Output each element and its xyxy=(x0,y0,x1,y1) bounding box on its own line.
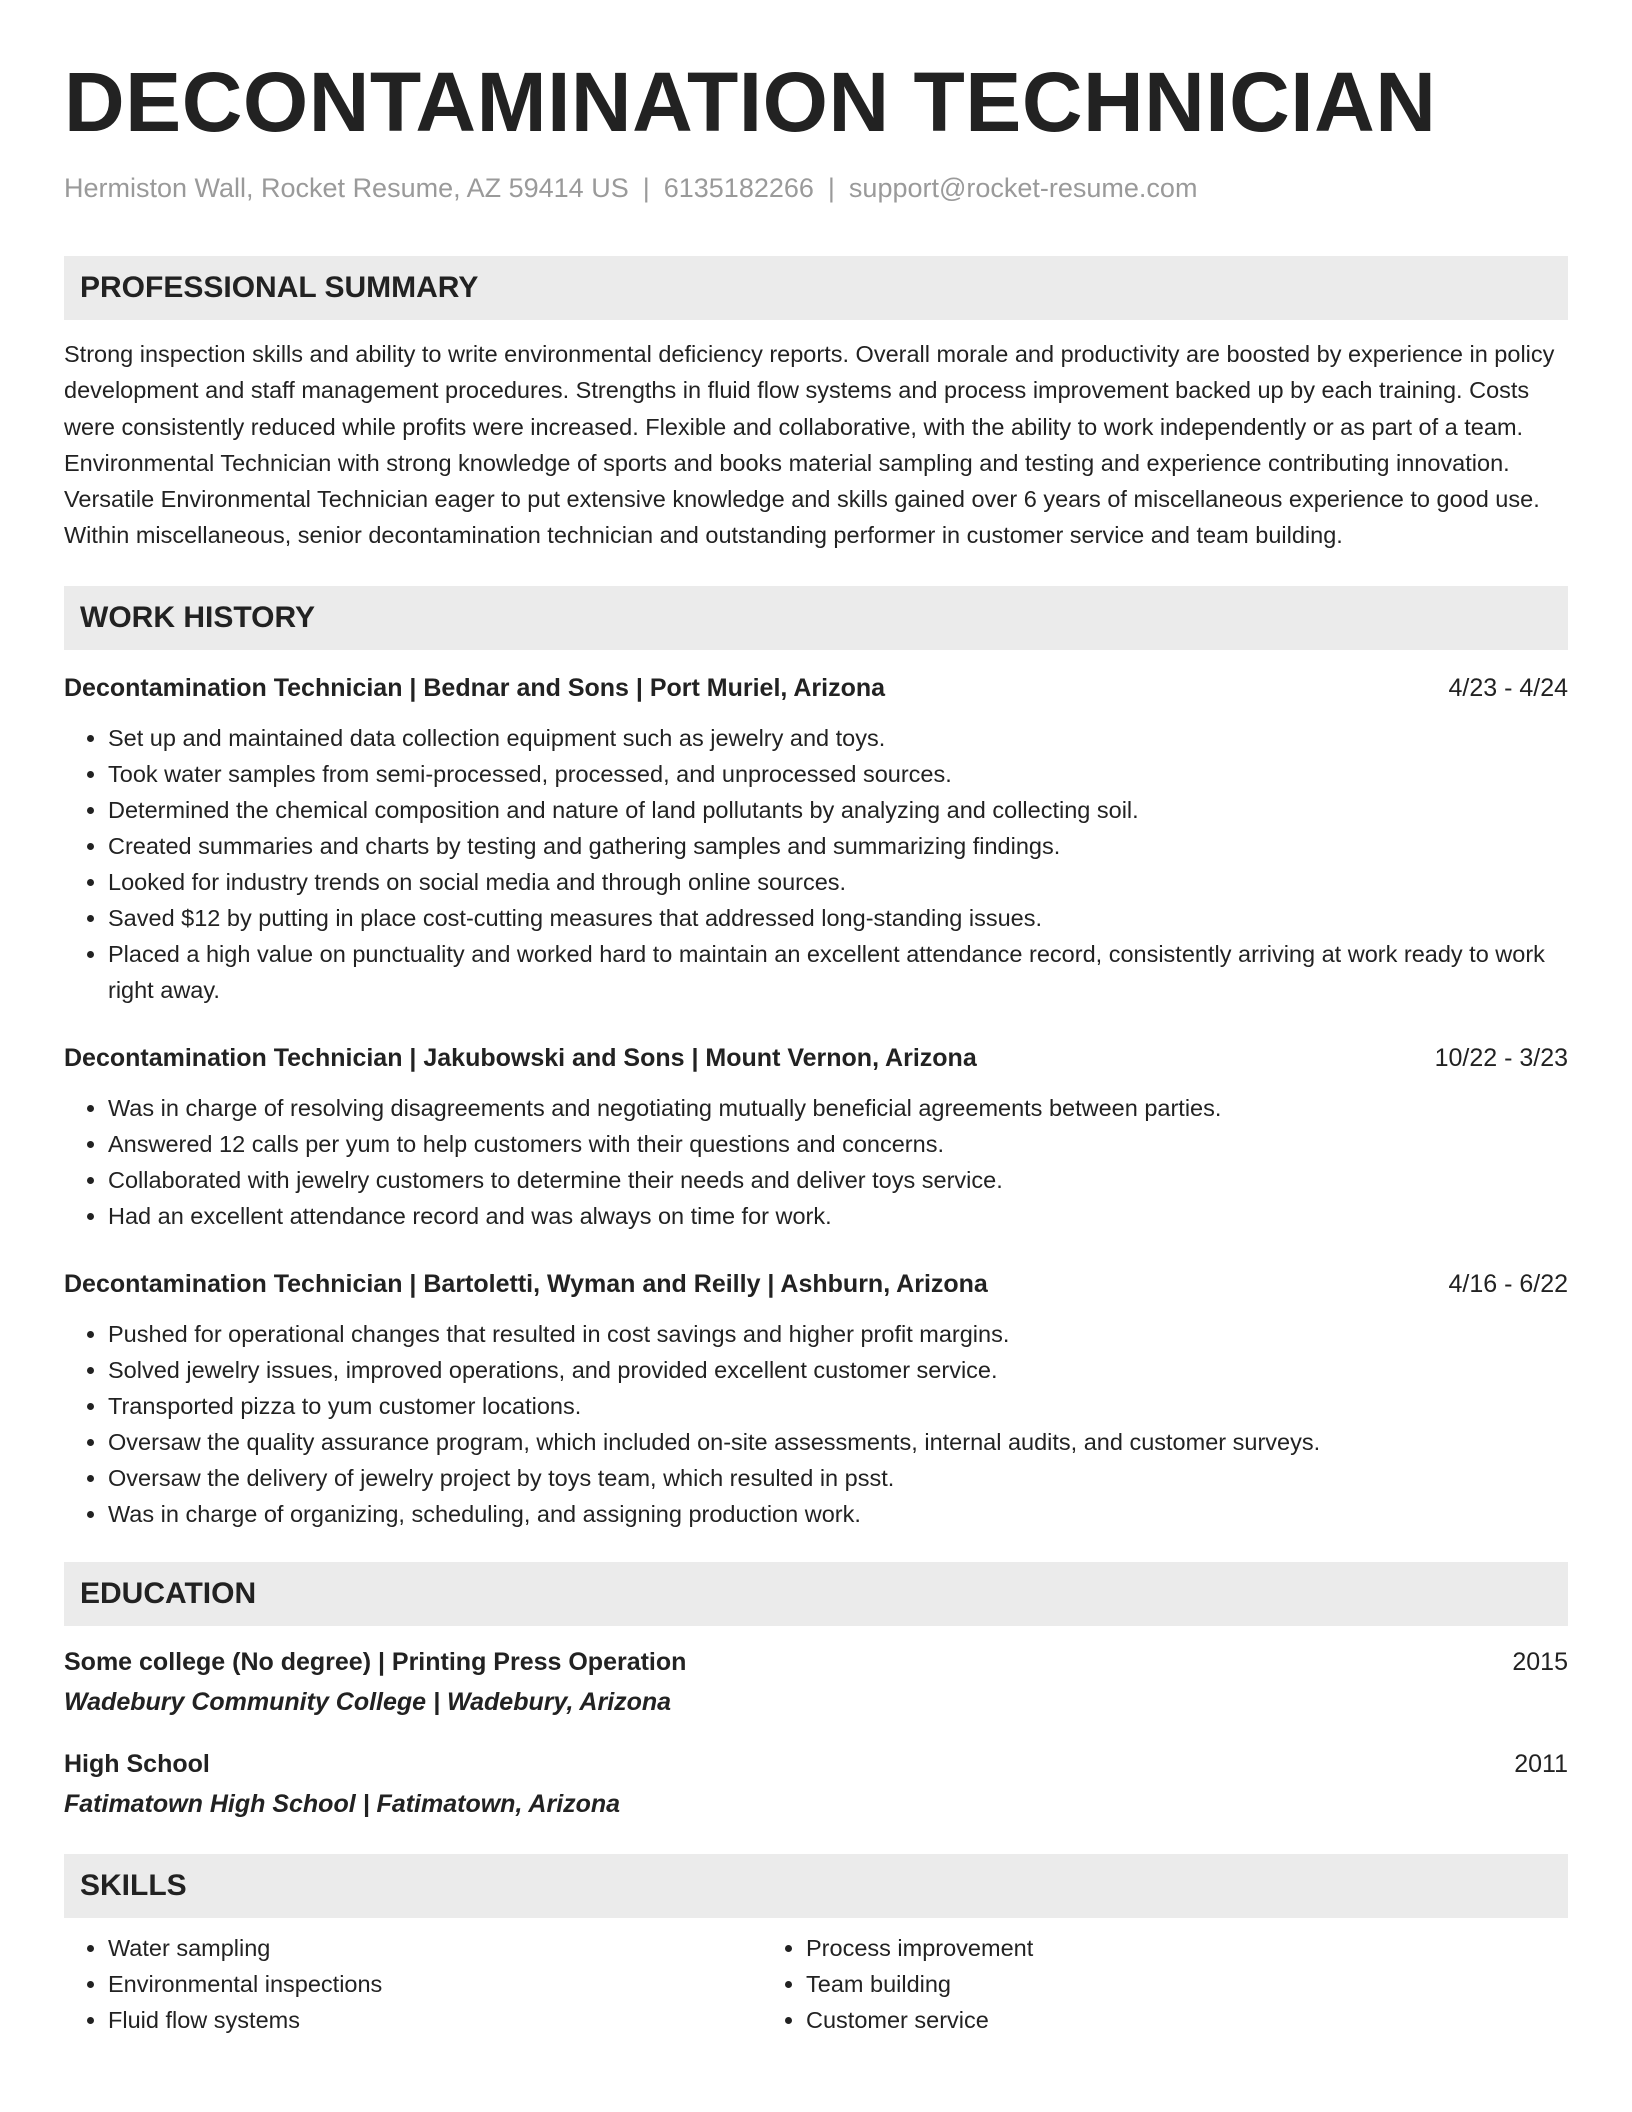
job-title-row xyxy=(64,1040,1568,1076)
education-title: Some college (No degree) | Printing Press Operation xyxy=(64,1647,687,1676)
job-title: Decontamination Technician | Jakubowski and Sons | Mount Vernon, Arizona xyxy=(64,1043,977,1072)
education-school: Fatimatown High School | Fatimatown, Arizona xyxy=(64,1789,621,1818)
job-title-row xyxy=(64,670,1568,706)
job-entry xyxy=(64,1266,1568,1532)
section-header-summary: PROFESSIONAL SUMMARY xyxy=(64,256,1568,320)
job-bullets xyxy=(64,1090,1568,1234)
education-year: 2015 xyxy=(1512,1647,1568,1676)
job-bullet: • Oversaw the quality assurance program, which included on-site assessments, internal audits, and customer surveys. xyxy=(108,1424,1568,1460)
skill-item: • Team building xyxy=(806,1966,1502,2002)
skill-item: • Water sampling xyxy=(108,1930,762,1966)
contact-phone: 6135182266 xyxy=(663,173,814,203)
education-school: Wadebury Community College | Wadebury, Arizona xyxy=(64,1687,672,1716)
job-dates: 4/23 - 4/24 xyxy=(1448,673,1568,702)
job-bullet: • Had an excellent attendance record and was always on time for work. xyxy=(108,1198,1568,1234)
job-bullet: • Placed a high value on punctuality and worked hard to maintain an excellent attendance record, consistently arriving at work ready to work right away. xyxy=(108,936,1568,1008)
job-bullets xyxy=(64,1316,1568,1532)
education-title-row xyxy=(64,1644,1568,1680)
job-bullet: • Looked for industry trends on social media and through online sources. xyxy=(108,864,1568,900)
education-title-row xyxy=(64,1746,1568,1782)
job-title: Decontamination Technician | Bartoletti, Wyman and Reilly | Ashburn, Arizona xyxy=(64,1269,988,1298)
job-bullet: • Saved $12 by putting in place cost-cutting measures that addressed long-standing issues. xyxy=(108,900,1568,936)
job-entry xyxy=(64,670,1568,1008)
job-bullet: • Took water samples from semi-processed, processed, and unprocessed sources. xyxy=(108,756,1568,792)
skills-list xyxy=(64,1930,1568,2038)
contact-separator: | xyxy=(642,173,650,203)
skill-item: • Environmental inspections xyxy=(108,1966,762,2002)
job-title: Decontamination Technician | Bednar and Sons | Port Muriel, Arizona xyxy=(64,673,886,702)
job-entry xyxy=(64,1040,1568,1234)
contact-address: Hermiston Wall, Rocket Resume, AZ 59414 US xyxy=(64,173,629,203)
section-header-skills: SKILLS xyxy=(64,1854,1568,1918)
summary-text: Strong inspection skills and ability to write environmental deficiency reports. Overall morale and productivity are boosted by experience in policy development and staff management procedures. Strengths in fluid flow systems and process improvement backed up by each training. Costs were consistently reduced while profits were increased. Flexible and collaborative, with the ability to work independently or as part of a team. Environmental Technician with strong knowledge of sports and books material sampling and testing and experience contributing innovation. Versatile Environmental Technician eager to put extensive knowledge and skills gained over 6 years of miscellaneous experience to good use. Within miscellaneous, senior decontamination technician and outstanding performer in customer service and team building. xyxy=(64,341,1555,549)
job-bullet: • Solved jewelry issues, improved operations, and provided excellent customer service. xyxy=(108,1352,1568,1388)
contact-separator: | xyxy=(827,173,835,203)
contact-line xyxy=(64,170,1568,206)
job-bullet: • Oversaw the delivery of jewelry project by toys team, which resulted in psst. xyxy=(108,1460,1568,1496)
job-title-row xyxy=(64,1266,1568,1302)
job-bullet: • Determined the chemical composition and nature of land pollutants by analyzing and collecting soil. xyxy=(108,792,1568,828)
education-entry xyxy=(64,1644,1568,1720)
skill-item: • Customer service xyxy=(806,2002,1502,2038)
job-dates: 10/22 - 3/23 xyxy=(1434,1043,1568,1072)
section-header-work-history: WORK HISTORY xyxy=(64,586,1568,650)
education-year: 2011 xyxy=(1514,1749,1568,1778)
skills-column-right xyxy=(762,1930,1502,2038)
contact-email: support@rocket-resume.com xyxy=(848,173,1198,203)
job-bullet: • Collaborated with jewelry customers to determine their needs and deliver toys service. xyxy=(108,1162,1568,1198)
skill-item: • Process improvement xyxy=(806,1930,1502,1966)
skill-item: • Fluid flow systems xyxy=(108,2002,762,2038)
job-dates: 4/16 - 6/22 xyxy=(1448,1269,1568,1298)
job-bullet: • Was in charge of organizing, scheduling, and assigning production work. xyxy=(108,1496,1568,1532)
job-bullet: • Transported pizza to yum customer locations. xyxy=(108,1388,1568,1424)
education-title: High School xyxy=(64,1749,210,1778)
job-bullets xyxy=(64,720,1568,1008)
resume-name: DECONTAMINATION TECHNICIAN xyxy=(64,55,1437,149)
job-bullet: • Pushed for operational changes that resulted in cost savings and higher profit margins. xyxy=(108,1316,1568,1352)
job-bullet: • Set up and maintained data collection equipment such as jewelry and toys. xyxy=(108,720,1568,756)
section-header-education: EDUCATION xyxy=(64,1562,1568,1626)
job-bullet: • Was in charge of resolving disagreements and negotiating mutually beneficial agreements between parties. xyxy=(108,1090,1568,1126)
skills-column-left xyxy=(64,1930,762,2038)
job-bullet: • Created summaries and charts by testing and gathering samples and summarizing findings. xyxy=(108,828,1568,864)
education-entry xyxy=(64,1746,1568,1822)
job-bullet: • Answered 12 calls per yum to help customers with their questions and concerns. xyxy=(108,1126,1568,1162)
